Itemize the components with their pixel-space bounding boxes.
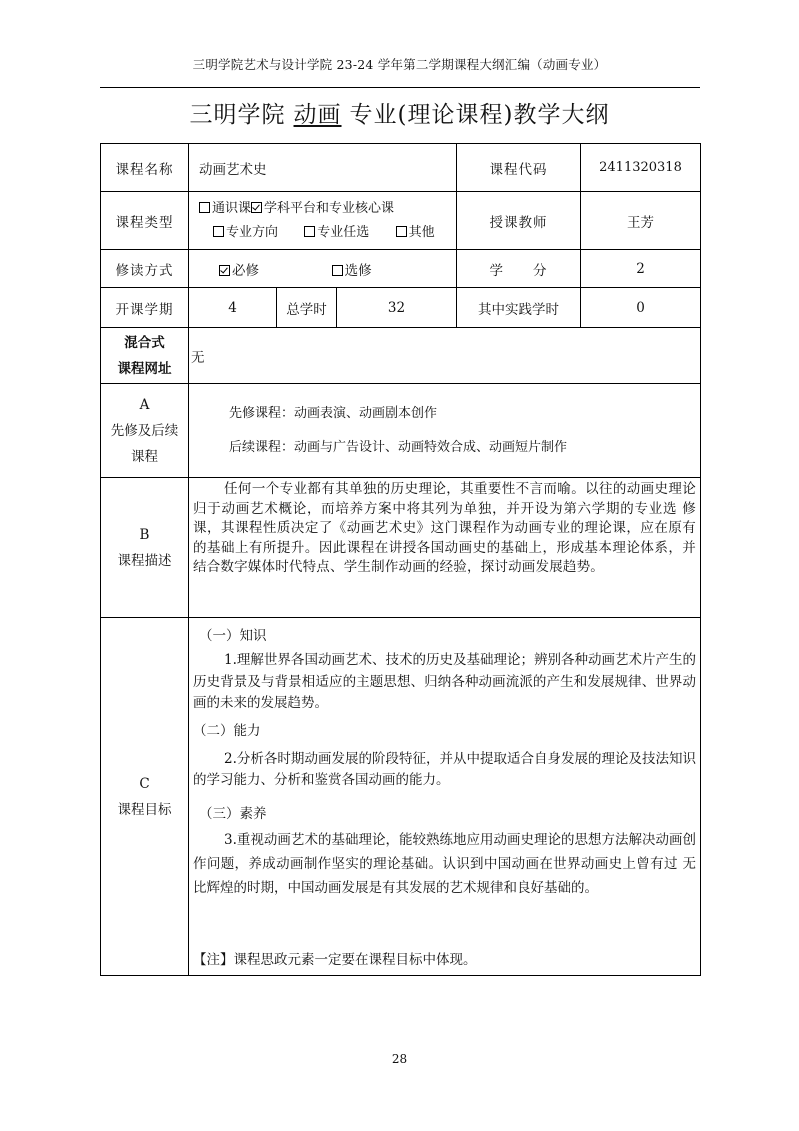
blended-url-label [101,328,189,384]
syllabus-table [100,143,701,976]
row-study-mode [101,250,701,288]
blended-url-label-line1: 混合式 [124,334,165,351]
prereq-courses: 先修课程：动画表演、动画剧本创作 [229,405,438,421]
checkbox-general[interactable] [199,202,210,213]
total-hours-label: 总学时 [277,288,337,328]
checkbox-required[interactable] [219,265,230,276]
semester-label: 开课学期 [101,288,189,328]
course-type-label: 课程类型 [101,192,189,250]
study-mode-options [189,250,457,288]
teacher-value: 王芳 [581,192,701,250]
total-hours-value: 32 [337,288,457,328]
header-rule [100,87,700,88]
option-other-label: 其他 [408,224,435,240]
quality-heading: （三）素养 [199,805,267,822]
title-suffix: 专业(理论课程)教学大纲 [349,102,610,128]
knowledge-heading: （一）知识 [199,628,267,644]
checkbox-elective[interactable] [304,226,315,237]
section-a-label-line2: 课程 [131,448,158,465]
section-a-label-line1: 先修及后续 [110,422,179,439]
practice-hours-value: 0 [581,288,701,328]
followup-courses: 后续课程：动画与广告设计、动画特效合成、动画短片制作 [229,439,568,455]
checkbox-optional[interactable] [332,265,343,276]
option-direction-label: 专业方向 [226,224,279,240]
row-section-b [101,478,701,618]
ideology-note: 【注】课程思政元素一定要在课程目标中体现。 [193,951,477,968]
course-code-value: 2411320318 [581,144,701,192]
section-b-label [101,478,189,618]
credits-label: 学 分 [457,250,581,288]
section-b-label-text: 课程描述 [117,552,172,569]
title-major: 动画 [293,102,342,128]
section-b-letter: B [139,526,150,543]
knowledge-text: 1.理解世界各国动画艺术、技术的历史及基础理论；辨别各种动画艺术片产生的历史背景及与背景相适应的主题思想、归纳各种动画流派的产生和发展规律、世界动画的未来的发展趋势。 [193,652,696,711]
option-core-label: 学科平台和专业核心课 [264,200,395,216]
course-name-value: 动画艺术史 [189,144,457,192]
ability-text: 2.分析各时期动画发展的阶段特征，并从中提取适合自身发展的理论及技法知识的学习能力、分析和鉴赏各国动画的能力。 [193,750,696,788]
ability-heading: （二）能力 [193,722,261,739]
checkbox-other[interactable] [396,226,407,237]
practice-hours-label: 其中实践学时 [457,288,581,328]
row-course-type [101,192,701,250]
teacher-label: 授课教师 [457,192,581,250]
section-c-letter: C [139,775,150,792]
quality-text: 3.重视动画艺术的基础理论，能较熟练地应用动画史理论的思想方法解决动画创作问题，养成动画制作坚实的理论基础。认识到中国动画在世界动画史上曾有过 无比辉煌的时期，中国动画发展是有其发展的艺术规律和良好基础的。 [193,831,696,896]
semester-value: 4 [189,288,277,328]
credits-value: 2 [581,250,701,288]
row-section-a [101,384,701,478]
option-required-label: 必修 [232,262,259,279]
course-code-label: 课程代码 [457,144,581,192]
section-a-label [101,384,189,478]
option-general-label: 通识课 [212,200,252,216]
row-blended-url [101,328,701,384]
section-c-label-text: 课程目标 [117,801,172,818]
section-a-content [189,384,701,478]
course-type-options [189,192,457,250]
row-course-name [101,144,701,192]
section-c-content [189,618,701,976]
section-a-letter: A [139,396,150,413]
course-name-label: 课程名称 [101,144,189,192]
study-mode-label: 修读方式 [101,250,189,288]
row-semester [101,288,701,328]
page-title [0,96,799,129]
option-elective-label: 专业任选 [317,224,370,240]
option-optional-label: 选修 [344,262,372,279]
row-section-c [101,618,701,976]
blended-url-value: 无 [189,328,701,384]
checkbox-direction[interactable] [213,226,224,237]
checkbox-core[interactable] [251,202,262,213]
page-number: 28 [391,1052,408,1066]
section-c-label [101,618,189,976]
section-b-content [189,478,701,618]
blended-url-label-line2: 课程网址 [117,360,172,377]
document-header: 三明学院艺术与设计学院 23-24 学年第二学期课程大纲汇编（动画专业） [192,57,607,72]
title-prefix: 三明学院 [189,102,286,128]
course-description: 任何一个专业都有其单独的历史理论，其重要性不言而喻。以往的动画史理论归于动画艺术概论，而培养方案中将其列为单独，并开设为第六学期的专业选 修课，其课程性质决定了《动画艺术史》这门课程作为动画专业的理论课，应在原有的基础上有所提升。因此课程在讲授各国动画史的基础上，形成基本理论体系，并结合数字媒体时代特点、学生制作动画的经验，探讨动画发展趋势。 [193,481,696,575]
